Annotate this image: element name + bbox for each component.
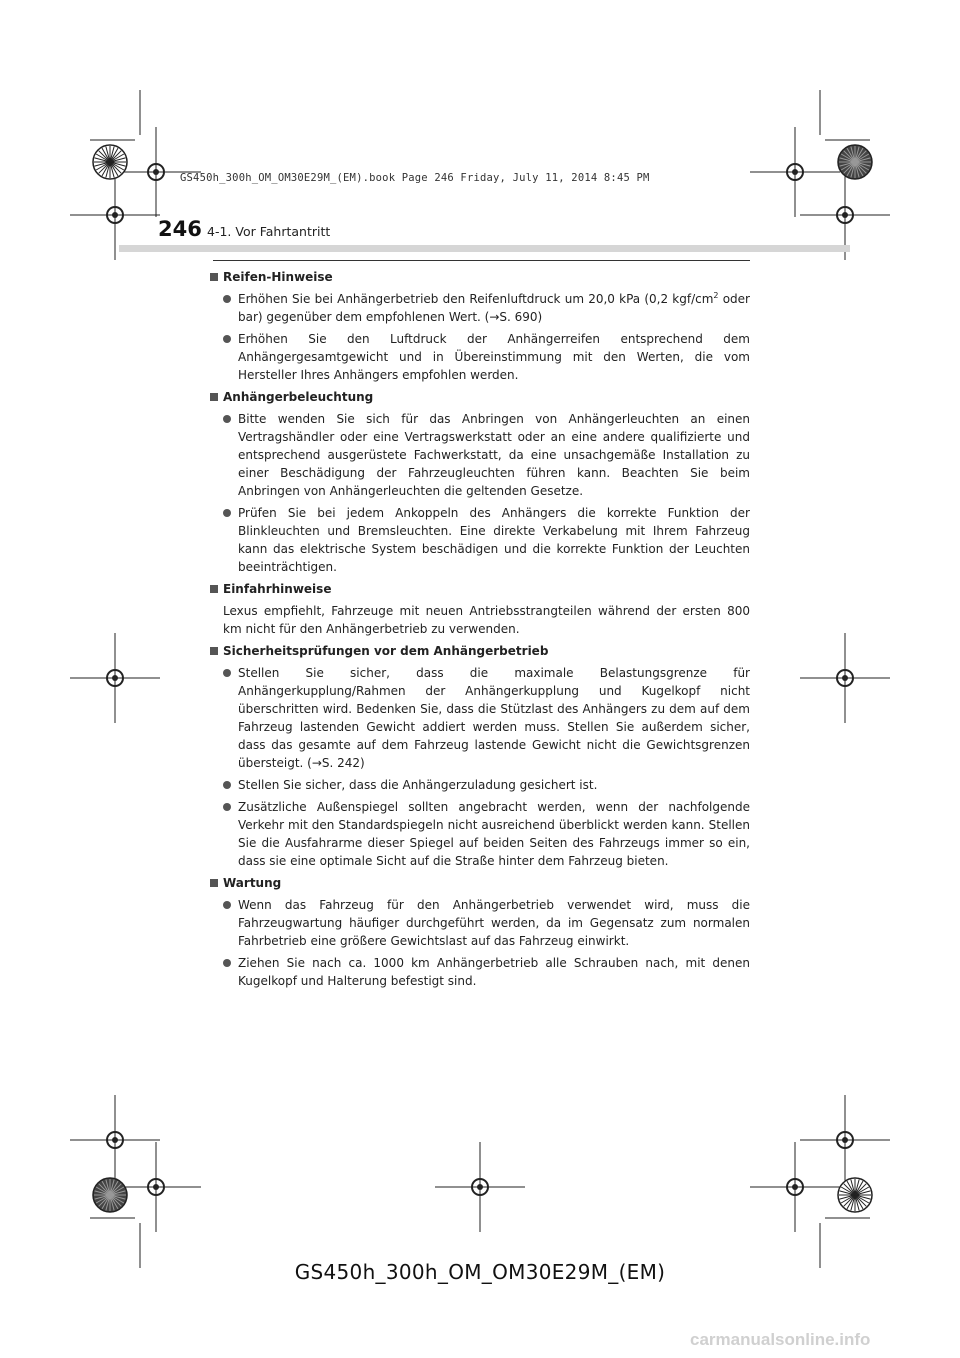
bullet-item: Ziehen Sie nach ca. 1000 km Anhängerbetrieb alle Schrauben nach, mit denen Kugelkopf und Halterung befestigt sind. — [210, 954, 750, 990]
bullet-item: Bitte wenden Sie sich für das Anbringen von Anhängerleuchten an einen Vertragshändler oder eine Vertragswerkstatt oder an eine andere qualifizierte und entsprechend ausgerüstete Fachwerkstatt, da eine unsachgemäße Installation zu einer Beschädigung der Fahrzeugleuchten führen kann. Beachten Sie beim Anbringen von Anhängerleuchten die geltenden Gesetze. — [210, 410, 750, 500]
bullet-item: Wenn das Fahrzeug für den Anhängerbetrieb verwendet wird, muss die Fahrzeugwartung häufiger durchgeführt werden, da im Gegensatz zum normalen Fahrbetrieb eine größere Gewichtslast auf das Fahrzeug einwirkt. — [210, 896, 750, 950]
registration-rosette — [93, 1178, 127, 1212]
print-info-line: GS450h_300h_OM_OM30E29M_(EM).book Page 246 Friday, July 11, 2014 8:45 PM — [180, 172, 650, 184]
section-heading: Wartung — [210, 874, 750, 892]
section-heading: Einfahrhinweise — [210, 580, 750, 598]
section-title: 4-1. Vor Fahrtantritt — [207, 224, 331, 239]
section-anhaengerbeleuchtung — [210, 388, 750, 576]
crosshair-dot — [112, 1137, 118, 1143]
section-reifen-hinweise — [210, 268, 750, 384]
registration-rosette — [838, 1178, 872, 1212]
section-wartung — [210, 874, 750, 990]
page-number: 246 — [158, 217, 202, 241]
bullet-item: Prüfen Sie bei jedem Ankoppeln des Anhängers die korrekte Funktion der Blinkleuchten und Bremsleuchten. Eine direkte Verkabelung mit Ihrem Fahrzeug kann das elektrische System beschädigen und die korrekte Funktion der Leuchten beeinträchtigen. — [210, 504, 750, 576]
crosshair-dot — [842, 212, 848, 218]
crosshair-dot — [792, 1184, 798, 1190]
header-rule — [213, 260, 750, 261]
crosshair-dot — [112, 675, 118, 681]
section-einfahrhinweise — [210, 580, 750, 638]
registration-rosette — [838, 145, 872, 179]
crosshair-dot — [842, 675, 848, 681]
header-bar — [119, 245, 850, 252]
section-heading: Anhängerbeleuchtung — [210, 388, 750, 406]
registration-rosette — [93, 145, 127, 179]
paragraph: Lexus empfiehlt, Fahrzeuge mit neuen Antriebsstrangteilen während der ersten 800 km nicht für den Anhängerbetrieb zu verwenden. — [223, 604, 750, 636]
section-sicherheitspruefungen — [210, 642, 750, 870]
bullet-item: Stellen Sie sicher, dass die maximale Belastungsgrenze für Anhängerkupplung/Rahmen der Anhängerkupplung und Kugelkopf nicht überschritten wird. Bedenken Sie, dass die Stützlast des Anhängers zu dem auf dem Fahrzeug lastenden Gewicht addiert werden muss. Stellen Sie außerdem sicher, dass das gesamte auf dem Fahrzeug lastende Gewicht nicht die Gewichtsgrenzen übersteigt. (→S. 242) — [210, 664, 750, 772]
section-heading: Reifen-Hinweise — [210, 268, 750, 286]
crosshair-dot — [112, 212, 118, 218]
section-heading: Sicherheitsprüfungen vor dem Anhängerbetrieb — [210, 642, 750, 660]
bullet-item: Stellen Sie sicher, dass die Anhängerzuladung gesichert ist. — [210, 776, 750, 794]
content-area — [210, 268, 750, 994]
bullet-item: Erhöhen Sie bei Anhängerbetrieb den Reifenluftdruck um 20,0 kPa (0,2 kgf/$cm^2$ oder bar) gegenüber dem empfohlenen Wert. (→S. 690) — [210, 290, 750, 326]
crosshair-dot — [153, 1184, 159, 1190]
crosshair-dot — [792, 169, 798, 175]
footer-code: GS450h_300h_OM_OM30E29M_(EM) — [294, 1260, 666, 1284]
watermark: carmanualsonline.info — [690, 1330, 871, 1349]
crosshair-dot — [477, 1184, 483, 1190]
bullet-item: Erhöhen Sie den Luftdruck der Anhängerreifen entsprechend dem Anhängergesamtgewicht und in Übereinstimmung mit den Werten, die vom Hersteller Ihres Anhängers empfohlen werden. — [210, 330, 750, 384]
bullet-item: Zusätzliche Außenspiegel sollten angebracht werden, wenn der nachfolgende Verkehr mit den Standardspiegeln nicht ausreichend überblickt werden kann. Stellen Sie die Ausfahrarme dieser Spiegel auf beiden Seiten des Fahrzeugs immer so ein, dass sie eine optimale Sicht auf die Straße hinter dem Fahrzeug bieten. — [210, 798, 750, 870]
crosshair-dot — [842, 1137, 848, 1143]
crosshair-dot — [153, 169, 159, 175]
